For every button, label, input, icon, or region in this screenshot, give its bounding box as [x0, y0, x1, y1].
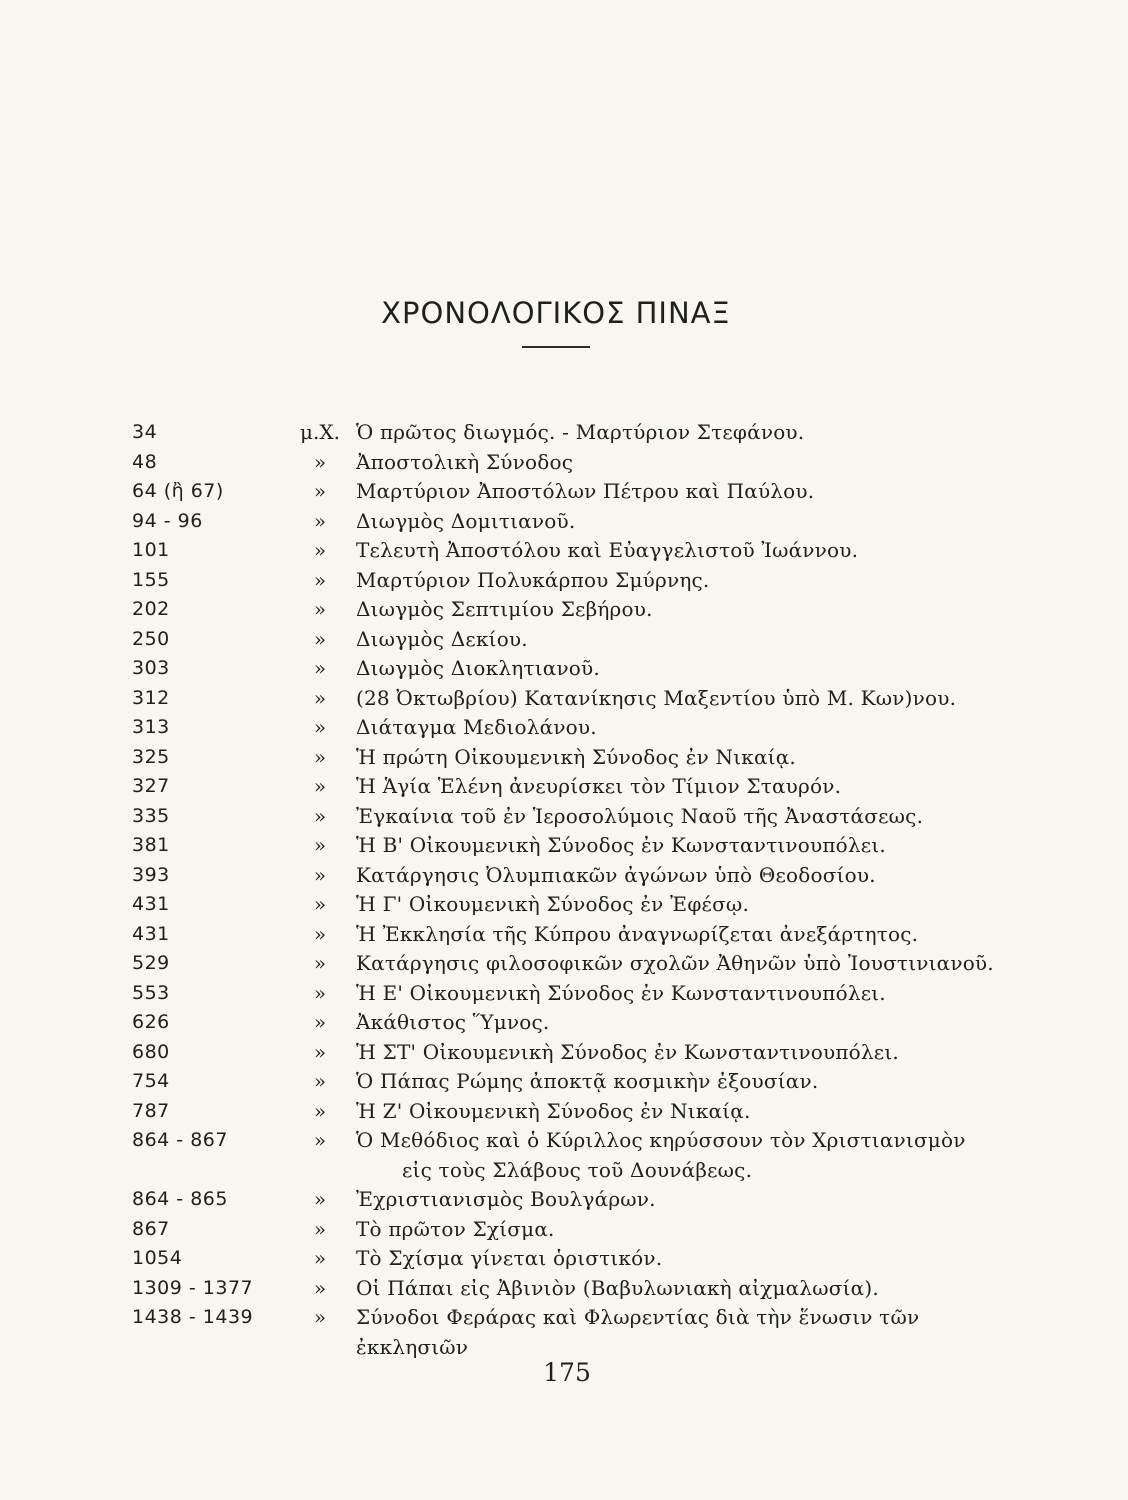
entry-description: Ἀποστολικὴ Σύνοδος [356, 449, 574, 474]
entry-era: » [313, 862, 327, 887]
entry-description: Σύνοδοι Φεράρας καὶ Φλωρεντίας διὰ τὴν ἕνωσιν τῶν ἐκκλησιῶν [356, 1305, 920, 1359]
entry-description: Κατάργησις Ὀλυμπιακῶν ἀγώνων ὑπὸ Θεοδοσίου. [356, 862, 876, 887]
entry-year: 754 [132, 1070, 170, 1092]
entry-description: Ἡ ΣΤ' Οἰκουμενικὴ Σύνοδος ἐν Κωνσταντινουπόλει. [356, 1039, 899, 1064]
entry-era: » [313, 1098, 327, 1123]
entry-year: 1054 [132, 1247, 183, 1269]
entry-description: (28 Ὀκτωβρίου) Κατανίκησις Μαξεντίου ὑπὸ Μ. Κων)νου. [356, 685, 957, 710]
chronology-entry [0, 979, 1128, 1009]
entry-era: » [313, 1246, 327, 1270]
entry-description: Μαρτύριον Ἀποστόλων Πέτρου καὶ Παύλου. [356, 479, 815, 503]
chronology-entry [0, 507, 1128, 537]
entry-era: » [313, 1305, 327, 1329]
entry-era: » [313, 626, 327, 651]
entry-year: 34 [132, 421, 158, 443]
entry-year: 864 - 865 [132, 1188, 228, 1210]
entry-year: 313 [132, 716, 170, 738]
chronology-entry [0, 920, 1128, 950]
entry-description: Διωγμὸς Διοκλητιανοῦ. [356, 656, 600, 680]
entry-year: 101 [132, 539, 170, 561]
chronology-entry [0, 1008, 1128, 1038]
entry-description: Μαρτύριον Πολυκάρπου Σμύρνης. [356, 567, 710, 592]
entry-era: » [313, 567, 327, 592]
entry-year: 1438 - 1439 [132, 1306, 254, 1328]
chronology-entry [0, 890, 1128, 920]
entry-description: Ἡ Ζ' Οἰκουμενικὴ Σύνοδος ἐν Νικαίᾳ. [356, 1098, 751, 1123]
chronology-entry [0, 654, 1128, 684]
entry-description: Ὁ πρῶτος διωγμός. - Μαρτύριον Στεφάνου. [356, 420, 805, 444]
entry-year: 327 [132, 775, 170, 797]
entry-era: » [313, 538, 327, 562]
entry-era: » [313, 508, 327, 533]
entry-era: » [313, 656, 327, 680]
chronology-entry [0, 477, 1128, 507]
entry-era: » [313, 803, 327, 828]
chronology-entry [0, 772, 1128, 802]
entry-year: 864 - 867 [132, 1129, 228, 1151]
entry-era: » [313, 921, 327, 946]
entry-era: » [313, 449, 327, 474]
page-title: ΧΡΟΝΟΛΟΓΙΚΟΣ ΠΙΝΑΞ [381, 296, 731, 330]
chronology-entry [0, 448, 1128, 478]
entry-era: » [313, 980, 327, 1005]
entry-era: » [313, 951, 327, 975]
entry-era: » [313, 774, 327, 798]
entry-year: 529 [132, 952, 170, 974]
entry-description: Διάταγμα Μεδιολάνου. [356, 715, 597, 739]
chronology-entry [0, 418, 1128, 448]
entry-year: 431 [132, 922, 170, 945]
entry-description: Ἡ Ἐκκλησία τῆς Κύπρου ἀναγνωρίζεται ἀνεξάρτητος. [356, 921, 919, 946]
page-number: 175 [543, 1358, 591, 1387]
entry-era: » [313, 1128, 327, 1152]
entry-description: Διωγμὸς Δεκίου. [356, 626, 528, 651]
entry-year: 48 [132, 450, 158, 473]
entry-description: Ἡ Γ' Οἰκουμενικὴ Σύνοδος ἐν Ἐφέσῳ. [356, 892, 750, 916]
entry-description-line-1: Ὁ Μεθόδιος καὶ ὁ Κύριλλος κηρύσσουν τὸν Χριστιανισμὸν [356, 1128, 966, 1152]
entry-era: » [313, 597, 327, 621]
entry-year: 787 [132, 1099, 170, 1122]
entry-era: » [313, 1275, 327, 1300]
entry-era: » [313, 685, 327, 710]
entry-year: 1309 - 1377 [132, 1276, 254, 1299]
chronology-entry [0, 595, 1128, 625]
chronology-entry [0, 861, 1128, 891]
entry-era: » [313, 1216, 327, 1241]
entry-description: Ἡ Β' Οἰκουμενικὴ Σύνοδος ἐν Κωνσταντινουπόλει. [356, 833, 886, 857]
chronology-entry [0, 802, 1128, 832]
entry-year: 94 - 96 [132, 509, 203, 532]
chronology-entry [0, 1185, 1128, 1215]
chronology-entry [0, 1274, 1128, 1304]
entry-description-line-2: εἰς τοὺς Σλάβους τοῦ Δουνάβεως. [402, 1157, 753, 1182]
entry-year: 553 [132, 981, 170, 1004]
entry-description: Τελευτὴ Ἀποστόλου καὶ Εὐαγγελιστοῦ Ἰωάννου. [356, 538, 859, 562]
chronology-entry [0, 536, 1128, 566]
entry-description: Ἐγκαίνια τοῦ ἐν Ἱεροσολύμοις Ναοῦ τῆς Ἀναστάσεως. [356, 803, 924, 828]
chronology-entry [0, 1038, 1128, 1068]
entry-year: 325 [132, 745, 170, 768]
entry-description: Οἱ Πάπαι εἰς Ἀβινιὸν (Βαβυλωνιακὴ αἰχμαλωσία). [356, 1275, 879, 1300]
entry-description: Τὸ πρῶτον Σχίσμα. [356, 1216, 555, 1241]
entry-era: » [313, 892, 327, 916]
entry-description: Διωγμὸς Δομιτιανοῦ. [356, 508, 576, 533]
entry-description: Ἀκάθιστος Ὕμνος. [356, 1010, 550, 1034]
entry-year: 303 [132, 657, 170, 679]
entry-year: 431 [132, 893, 170, 915]
entry-year: 393 [132, 863, 170, 886]
chronology-entry [0, 831, 1128, 861]
chronology-list [0, 418, 1128, 1359]
entry-year: 250 [132, 627, 170, 650]
entry-era: » [313, 744, 327, 769]
entry-description: Ἡ Ε' Οἰκουμενικὴ Σύνοδος ἐν Κωνσταντινουπόλει. [356, 980, 886, 1005]
entry-year: 64 (ἢ 67) [132, 480, 224, 502]
entry-year: 202 [132, 598, 170, 620]
entry-description: Ἡ Ἁγία Ἑλένη ἀνευρίσκει τὸν Τίμιον Σταυρόν. [356, 774, 842, 798]
title-divider [522, 346, 590, 348]
entry-description: Κατάργησις φιλοσοφικῶν σχολῶν Ἀθηνῶν ὑπὸ Ἰουστινιανοῦ. [356, 951, 994, 975]
chronology-entry [0, 1126, 1128, 1185]
chronology-entry [0, 713, 1128, 743]
chronology-entry [0, 949, 1128, 979]
entry-description: Διωγμὸς Σεπτιμίου Σεβήρου. [356, 597, 653, 621]
chronology-entry [0, 684, 1128, 714]
entry-era: » [313, 1039, 327, 1064]
entry-year: 335 [132, 804, 170, 827]
entry-era: » [313, 715, 327, 739]
chronology-entry [0, 1303, 1128, 1359]
entry-era: » [313, 1187, 327, 1211]
entry-description: Ὁ Πάπας Ρώμης ἀποκτᾷ κοσμικὴν ἐξουσίαν. [356, 1069, 819, 1093]
entry-era: » [313, 833, 327, 857]
entry-year: 381 [132, 834, 170, 856]
entry-year: 867 [132, 1217, 170, 1240]
entry-description: Τὸ Σχίσμα γίνεται ὁριστικόν. [356, 1246, 663, 1270]
entry-year: 626 [132, 1011, 170, 1033]
entry-year: 312 [132, 686, 170, 709]
entry-era: » [313, 479, 327, 503]
entry-year: 155 [132, 568, 170, 591]
chronology-entry [0, 1097, 1128, 1127]
entry-era: μ.Χ. [300, 420, 340, 444]
entry-era: » [313, 1069, 327, 1093]
entry-era: » [313, 1010, 327, 1034]
entry-year: 680 [132, 1040, 170, 1063]
entry-description: Ἡ πρώτη Οἰκουμενικὴ Σύνοδος ἐν Νικαίᾳ. [356, 744, 796, 769]
chronology-entry [0, 1215, 1128, 1245]
entry-description [356, 1126, 1036, 1185]
entry-description: Ἐχριστιανισμὸς Βουλγάρων. [356, 1187, 656, 1211]
chronology-entry [0, 1244, 1128, 1274]
chronology-entry [0, 1067, 1128, 1097]
chronology-entry [0, 566, 1128, 596]
chronology-entry [0, 625, 1128, 655]
chronology-entry [0, 743, 1128, 773]
